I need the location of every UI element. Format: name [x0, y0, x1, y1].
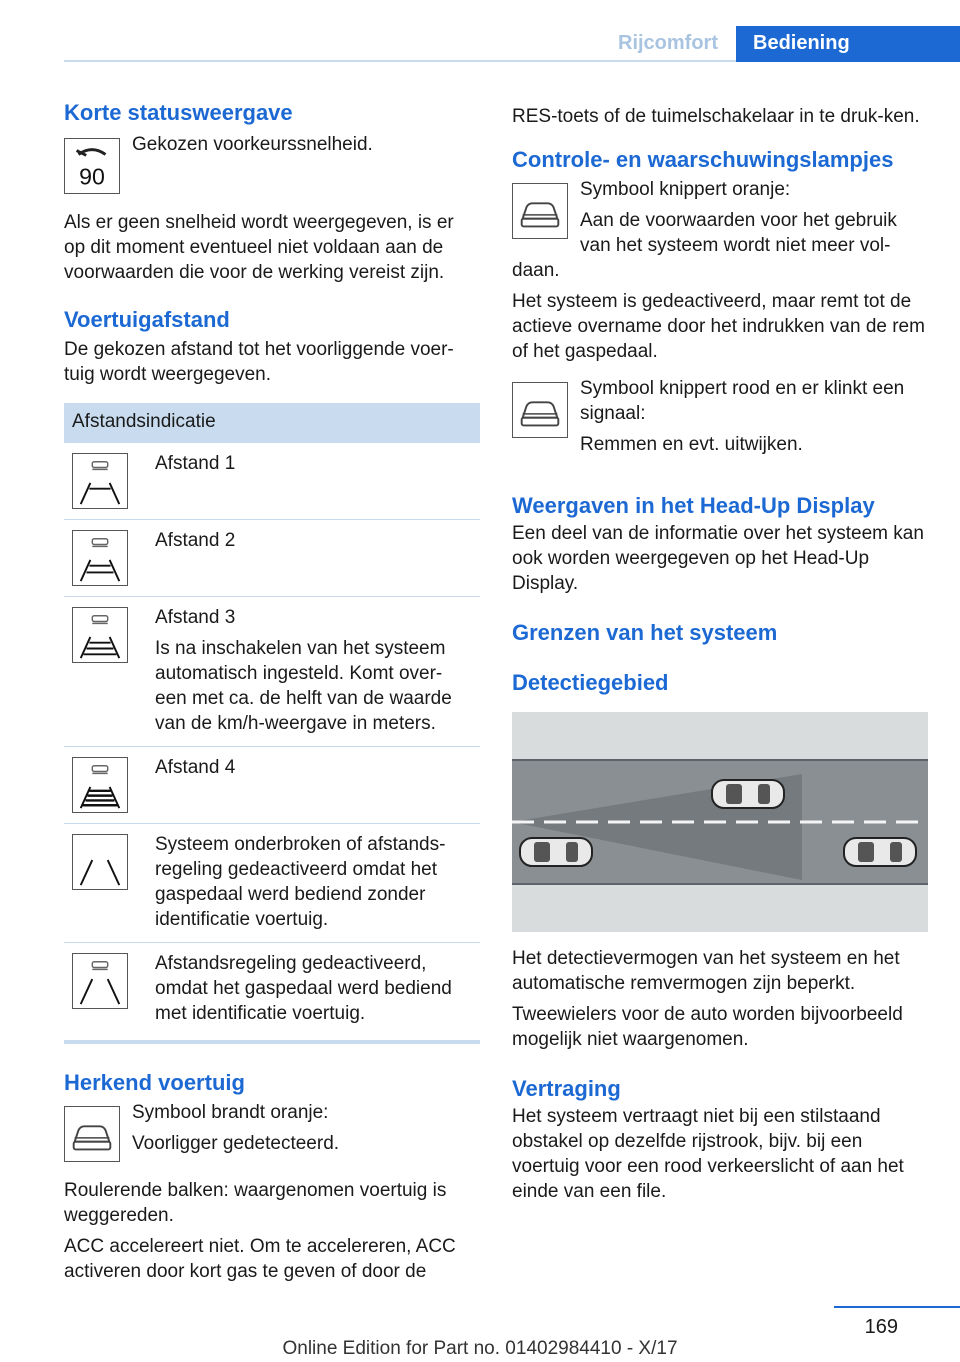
row-text: Afstandsregeling gedeactiveerd, omdat het gaspedaal werd bediend met identificatie voertuig. — [155, 953, 452, 1024]
distance-4-icon — [72, 757, 128, 813]
table-row — [64, 943, 480, 1040]
system-interrupted-icon — [72, 834, 128, 890]
car-icon — [712, 780, 784, 808]
speed-symbol-text: Gekozen voorkeurssnelheid. — [132, 134, 373, 155]
vehicle-warning-red-icon — [512, 382, 568, 438]
detect-text-1: Het detectievermogen van het systeem en het automatische remvermogen zijn beperkt. — [512, 948, 900, 994]
table-row — [64, 747, 480, 824]
edition-footer: Online Edition for Part no. 01402984410 - X/17 — [282, 1338, 678, 1359]
orange-warning-row — [512, 181, 928, 258]
detect-heading: Detectiegebied — [512, 670, 669, 695]
orange-line: Symbool knippert oranje: — [580, 179, 791, 200]
page-header — [64, 26, 960, 62]
recognized-line: Symbool brandt oranje: — [132, 1102, 329, 1123]
vehicle-warning-orange-icon — [512, 183, 568, 239]
table-row — [64, 824, 480, 943]
distance-control-off-icon — [72, 953, 128, 1009]
detect-text-2: Tweewielers voor de auto worden bijvoorbeeld mogelijk niet waargenomen. — [512, 1004, 903, 1050]
deactivated-text: Het systeem is gedeactiveerd, maar remt tot de actieve overname door het indrukken van de rem of het gaspedaal. — [512, 291, 925, 362]
red-line: Symbool knippert rood en er klinkt een signaal: — [580, 378, 905, 424]
chapter-tab[interactable]: Bediening — [736, 26, 960, 62]
row-text: Afstand 4 — [155, 757, 236, 778]
hud-heading: Weergaven in het Head-Up Display — [512, 493, 875, 518]
footer-divider — [834, 1306, 960, 1308]
recognized-line: Voorligger gedetecteerd. — [132, 1133, 340, 1154]
car-icon — [844, 838, 916, 866]
row-text: Afstand 1 — [155, 453, 236, 474]
recognized-row — [64, 1104, 480, 1162]
detection-area-illustration — [512, 712, 928, 932]
orange-line: Aan de voorwaarden voor het gebruik van het systeem wordt niet meer vol- — [580, 210, 897, 256]
decel-text: Het systeem vertraagt niet bij een stilstaand obstakel op dezelfde rijstrook, bijv. bij een voertuig voor een rood verkeerslicht of aan het einde van een file. — [512, 1106, 904, 1202]
distance-table — [64, 403, 480, 1044]
continuation-text: RES-toets of de tuimelschakelaar in te druk-ken. — [512, 106, 920, 127]
row-text: Afstand 3 — [155, 607, 236, 628]
table-row — [64, 443, 480, 520]
distance-3-icon — [72, 607, 128, 663]
distance-2-icon — [72, 530, 128, 586]
distance-heading: Voertuigafstand — [64, 307, 230, 332]
warning-heading: Controle- en waarschuwingslampjes — [512, 147, 894, 172]
recognized-text-1: Roulerende balken: waargenomen voertuig is weggereden. — [64, 1180, 447, 1226]
section-tab[interactable]: Rijcomfort — [618, 32, 718, 54]
limits-heading: Grenzen van het systeem — [512, 620, 778, 645]
speed-value: 90 — [79, 163, 105, 190]
speed-setting-icon — [64, 138, 120, 194]
distance-intro: De gekozen afstand tot het voorliggende voer-tuig wordt weergegeven. — [64, 339, 454, 385]
table-row — [64, 520, 480, 597]
recognized-text-2: ACC accelereert niet. Om te accelereren, ACC activeren door kort gas te geven of door de — [64, 1236, 456, 1282]
left-column — [64, 98, 480, 1284]
row-text: Systeem onderbroken of afstands-regeling gedeactiveerd omdat het gaspedaal werd bediend zonder identificatie voertuig. — [155, 834, 446, 930]
car-icon — [520, 838, 592, 866]
row-text: Afstand 2 — [155, 530, 236, 551]
table-row — [64, 597, 480, 747]
distance-1-icon — [72, 453, 128, 509]
right-column — [512, 98, 928, 1204]
orange-tail: daan. — [512, 260, 560, 281]
decel-heading: Vertraging — [512, 1076, 621, 1101]
speed-symbol-row — [64, 136, 480, 194]
status-note: Als er geen snelheid wordt weergegeven, is er op dit moment eventueel niet voldaan aan de voorwaarden die voor de werking vereist zijn. — [64, 212, 454, 283]
vehicle-detected-icon — [64, 1106, 120, 1162]
red-line: Remmen en evt. uitwijken. — [580, 434, 803, 455]
hud-text: Een deel van de informatie over het systeem kan ook worden weergegeven op het Head-Up Display. — [512, 523, 924, 594]
status-heading: Korte statusweergave — [64, 100, 293, 125]
table-header: Afstandsindicatie — [64, 403, 480, 443]
recognized-heading: Herkend voertuig — [64, 1070, 245, 1095]
row-text: Is na inschakelen van het systeem automatisch ingesteld. Komt over-een met ca. de helft van de waarde van de km/h-weergave in meters. — [155, 638, 452, 734]
red-warning-row — [512, 380, 928, 457]
page-number: 169 — [864, 1316, 898, 1338]
